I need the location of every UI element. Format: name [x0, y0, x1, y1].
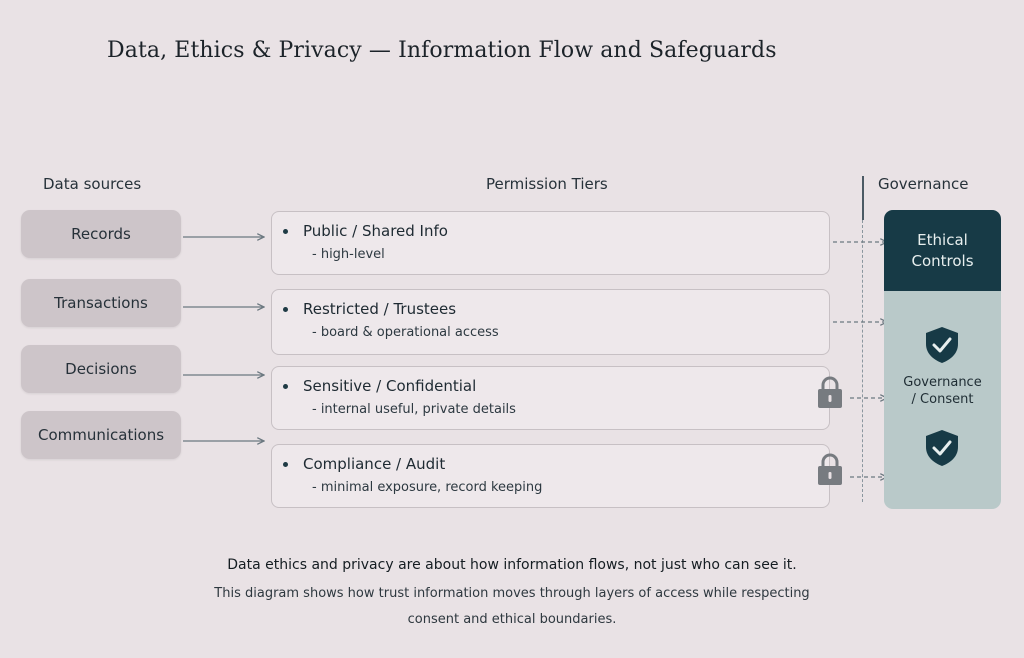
governance-consent-label	[884, 374, 1001, 408]
governance-consent-line2: / Consent	[911, 392, 974, 407]
footer-description-line1: This diagram shows how trust information moves through layers of access while respecting	[214, 586, 810, 601]
tier-description: - internal useful, private details	[312, 402, 516, 417]
shield-check-icon	[923, 428, 961, 468]
ethical-controls-block	[884, 210, 1001, 291]
governance-header: Governance	[878, 175, 969, 193]
diagram-title: Data, Ethics & Privacy — Information Flow and Safeguards	[107, 38, 777, 63]
data-sources-header: Data sources	[43, 175, 142, 193]
tier-title: Public / Shared Info	[303, 222, 448, 240]
footer-summary: Data ethics and privacy are about how information flows, not just who can see it.	[227, 557, 797, 573]
source-decisions: Decisions	[21, 345, 181, 393]
governance-panel	[884, 210, 1001, 509]
tier-description: - high-level	[312, 247, 385, 262]
ethical-controls-line2: Controls	[911, 251, 974, 270]
shield-check-icon	[923, 325, 961, 365]
tier-to-governance-arrows	[833, 242, 887, 477]
governance-consent-line1: Governance	[903, 375, 982, 390]
tier-title: Restricted / Trustees	[303, 300, 457, 318]
tier-title: Compliance / Audit	[303, 455, 446, 473]
tier-title: Sensitive / Confidential	[303, 377, 477, 395]
ethical-controls-line1: Ethical	[917, 230, 968, 249]
tier-description: - board & operational access	[312, 325, 499, 340]
source-to-tier-arrows	[183, 237, 264, 441]
footer-description-line2: consent and ethical boundaries.	[407, 612, 617, 627]
source-records: Records	[21, 210, 181, 258]
source-communications: Communications	[21, 411, 181, 459]
permission-tiers-header: Permission Tiers	[486, 175, 608, 193]
tier-description: - minimal exposure, record keeping	[312, 480, 543, 495]
source-transactions: Transactions	[21, 279, 181, 327]
